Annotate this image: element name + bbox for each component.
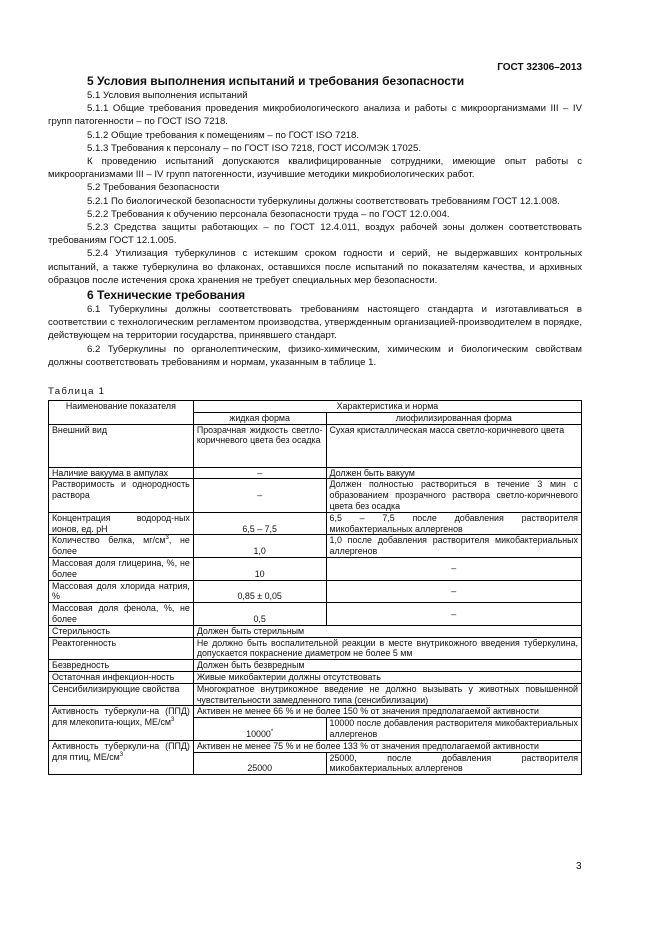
cell-lyo: – — [326, 558, 581, 581]
cell-lyo: Должен быть вакуум — [326, 467, 581, 479]
cell-liquid: 0,85 ± 0,05 — [193, 580, 326, 603]
cell-value: Многократное внутрикожное введение не должно вызывать у животных повышенной чувствительности замедленного типа (сенсибилизации) — [193, 683, 581, 706]
cell-liquid: 6,5 – 7,5 — [193, 512, 326, 535]
cell-value: Должен быть стерильным — [193, 625, 581, 637]
cell-value: Активен не менее 75 % и не более 133 % от значения предполагаемой активности — [193, 740, 581, 752]
cell-name-text: Активность туберкули-на (ППД) для млекопита-ющих, МЕ/см — [52, 706, 190, 728]
paragraph: 5.2.4 Утилизация туберкулинов с истекшим сроком годности и серий, не выдержавших контрольных испытаний, а также туберкулина во флаконах, оставшихся после испытаний по показателям качества, и архивных образцов после истечения срока хранения не требует специальных мер безопасности. — [48, 248, 582, 286]
paragraph: 6.2 Туберкулины по органолептическим, физико-химическим, химическим и биологическим свойствам должны соответствовать требованиям и нормам, указанным в таблице 1. — [48, 343, 582, 368]
paragraph: 5.1 Условия выполнения испытаний — [87, 90, 248, 101]
cell-name: Растворимость и однородность раствора — [49, 479, 194, 512]
paragraph: 5.2.1 По биологической безопасности туберкулины должны соответствовать требованиям ГОСТ 12.1.008. — [87, 195, 560, 207]
cell-value-text: 10000 — [246, 728, 271, 739]
paragraph: 5.2.3 Средства защиты работающих – по ГОСТ 12.4.011, воздух рабочей зоны должен соответствовать требованиям ГОСТ 12.1.005. — [48, 222, 582, 247]
cell-liquid: 0,5 — [193, 603, 326, 626]
section-6-title: 6 Технические требования — [87, 288, 246, 303]
cell-lyo: Сухая кристаллическая масса светло-коричневого цвета — [326, 424, 581, 467]
cell-liquid: 1,0 — [193, 535, 326, 558]
cell-name: Сенсибилизирующие свойства — [49, 683, 194, 706]
cell-name: Наличие вакуума в ампулах — [49, 467, 194, 479]
cell-name: Безвредность — [49, 660, 194, 672]
header-characteristic: Характеристика и норма — [193, 401, 581, 413]
cell-lyo: 1,0 после добавления растворителя микобактериальных аллергенов — [326, 535, 581, 558]
section-5-title: 5 Условия выполнения испытаний и требования безопасности — [87, 74, 465, 88]
paragraph: 5.1.2 Общие требования к помещениям – по ГОСТ ISO 7218. — [87, 129, 360, 141]
paragraph: 5.1.1 Общие требования проведения микробиологического анализа и работы с микроорганизмами III – IV групп патогенности – по ГОСТ ISO 7218. — [48, 103, 582, 128]
cell-name-text: Активность туберкули-на (ППД) для птиц, МЕ/см — [52, 740, 190, 762]
cell-name — [49, 535, 194, 558]
cell-name: Внешний вид — [49, 424, 194, 467]
cell-name: Остаточная инфекцион-ность — [49, 672, 194, 684]
cell-name-text: , не более — [52, 535, 190, 557]
cell-lyo: 6,5 – 7,5 после добавления растворителя микобактериальных аллергенов — [326, 512, 581, 535]
cell-liquid: 10 — [193, 558, 326, 581]
cell-name: Массовая доля хлорида натрия, % — [49, 580, 194, 603]
table-row — [49, 672, 582, 684]
superscript: 3 — [171, 717, 175, 724]
paragraph: 5.2 Требования безопасности — [87, 182, 220, 194]
paragraph: К проведению испытаний допускаются квалифицированные сотрудники, имеющие опыт работы с микроорганизмами III – IV групп патогенности, изучившие методики микробиологических работ. — [48, 156, 582, 181]
cell-name — [49, 740, 194, 774]
table-row — [49, 660, 582, 672]
table-row — [49, 512, 582, 535]
cell-liquid — [193, 718, 326, 741]
cell-value: Не должно быть воспалительной реакции в месте внутрикожного введения туберкулина, допускается покраснение диаметром не более 5 мм — [193, 637, 581, 660]
footnote-mark: * — [270, 729, 274, 736]
cell-lyo: 10000 после добавления растворителя микобактериальных аллергенов — [326, 718, 581, 741]
cell-value: Активен не менее 66 % и не более 150 % от значения предполагаемой активности — [193, 706, 581, 718]
cell-value: Живые микобактерии должны отсутствовать — [193, 672, 581, 684]
cell-lyo: 25000, после добавления растворителя микобактериальных аллергенов — [326, 752, 581, 775]
table-row — [49, 535, 582, 558]
cell-name: Массовая доля глицерина, %, не более — [49, 558, 194, 581]
table-row — [49, 625, 582, 637]
table-caption: Таблица 1 — [48, 386, 106, 398]
table-row — [49, 637, 582, 660]
cell-value: Должен быть безвредным — [193, 660, 581, 672]
page-content — [48, 73, 582, 775]
paragraph: 6.1 Туберкулины должны соответствовать требованиям настоящего стандарта и изготавливаться в соответствии с технологическим регламентом производства, утвержденным организацией-производителем в порядке, действующем на территории государства, принявшего стандарт. — [48, 304, 582, 342]
table-row — [49, 706, 582, 718]
table-row — [49, 467, 582, 479]
cell-lyo: – — [326, 580, 581, 603]
cell-liquid: – — [193, 479, 326, 512]
header-lyophilized: лиофилизированная форма — [326, 412, 581, 424]
page-number: 3 — [576, 861, 582, 872]
cell-liquid: – — [193, 467, 326, 479]
cell-name: Концентрация водород-ных ионов, ед. рН — [49, 512, 194, 535]
table-row — [49, 603, 582, 626]
cell-name: Массовая доля фенола, %, не более — [49, 603, 194, 626]
cell-name — [49, 706, 194, 740]
table-row — [49, 479, 582, 512]
table-row — [49, 580, 582, 603]
document-header: ГОСТ 32306–2013 — [497, 62, 582, 73]
table-row — [49, 683, 582, 706]
paragraph: 5.1.3 Требования к персоналу – по ГОСТ ISO 7218, ГОСТ ИСО/МЭК 17025. — [87, 142, 422, 154]
table-1 — [48, 400, 582, 775]
table-row — [49, 740, 582, 752]
header-liquid: жидкая форма — [193, 412, 326, 424]
table-row — [49, 424, 582, 467]
superscript: 3 — [165, 535, 169, 542]
cell-name: Реактогенность — [49, 637, 194, 660]
header-indicator: Наименование показателя — [49, 401, 194, 425]
cell-liquid: 25000 — [193, 752, 326, 775]
cell-name: Стерильность — [49, 625, 194, 637]
cell-liquid: Прозрачная жидкость светло-коричневого цвета без осадка — [193, 424, 326, 467]
superscript: 3 — [119, 751, 124, 758]
cell-name-text: Количество белка, мг/см — [52, 535, 166, 546]
cell-lyo: Должен полностью раствориться в течение 3 мин с образованием прозрачного раствора светло-коричневого цвета без осадка — [326, 479, 581, 512]
table-header-row — [49, 401, 582, 413]
table-row — [49, 558, 582, 581]
paragraph: 5.2.2 Требования к обучению персонала безопасности труда – по ГОСТ 12.0.004. — [87, 208, 450, 220]
cell-lyo: – — [326, 603, 581, 626]
